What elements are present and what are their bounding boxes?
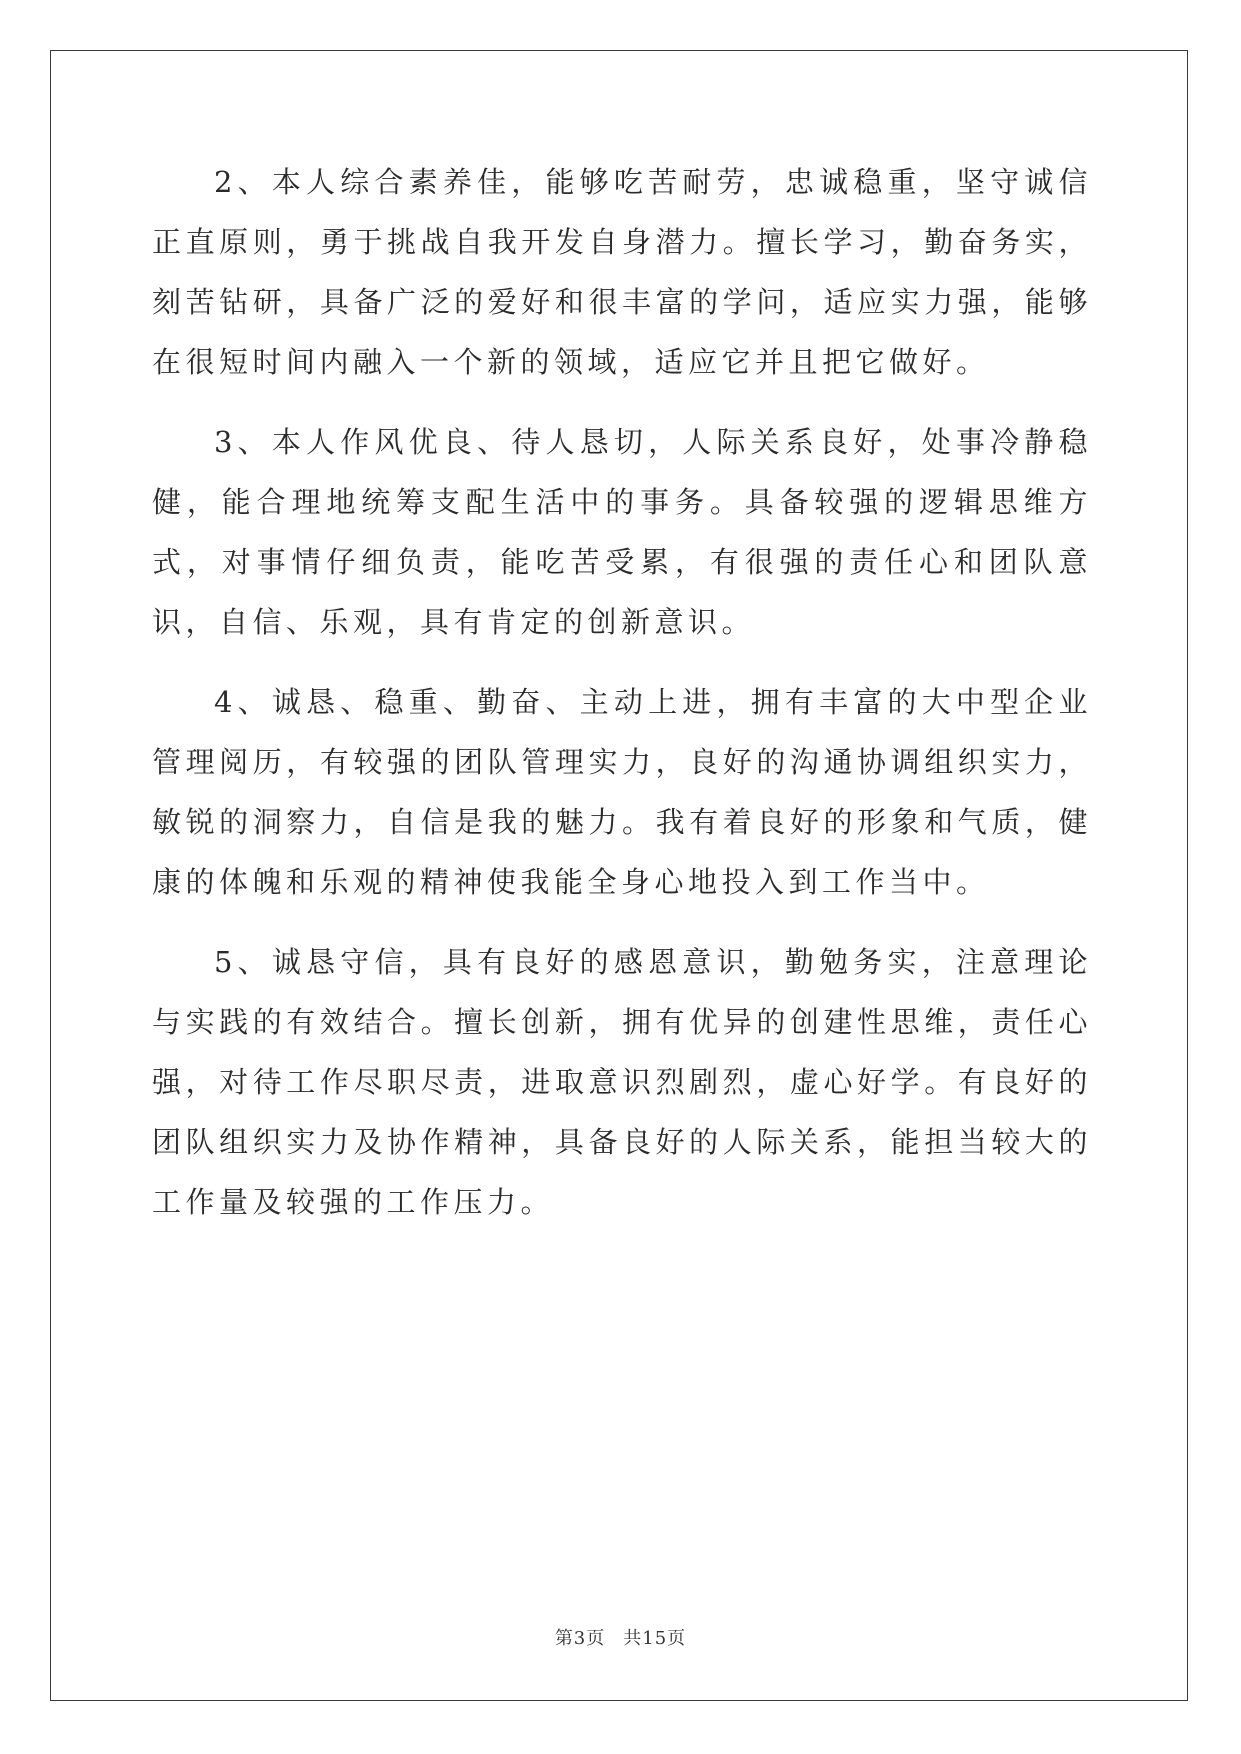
paragraph-5: 5、诚恳守信，具有良好的感恩意识，勤勉务实，注意理论与实践的有效结合。擅长创新，拥有优异的创建性思维，责任心强，对待工作尽职尽责，进取意识烈剧烈，虚心好学。有良好的团队组织实力及协作精神，具备良好的人际关系，能担当较大的工作量及较强的工作压力。: [152, 945, 1092, 1219]
page-footer: [0, 1624, 1241, 1650]
paragraph-3: 3、本人作风优良、待人恳切，人际关系良好，处事冷静稳健，能合理地统筹支配生活中的事务。具备较强的逻辑思维方式，对事情仔细负责，能吃苦受累，有很强的责任心和团队意识，自信、乐观，具有肯定的创新意识。: [152, 425, 1092, 639]
paragraph-2: 2、本人综合素养佳，能够吃苦耐劳，忠诚稳重，坚守诚信正直原则，勇于挑战自我开发自身潜力。擅长学习，勤奋务实，刻苦钻研，具备广泛的爱好和很丰富的学问，适应实力强，能够在很短时间内融入一个新的领域，适应它并且把它做好。: [152, 165, 1092, 379]
paragraph-4: 4、诚恳、稳重、勤奋、主动上进，拥有丰富的大中型企业管理阅历，有较强的团队管理实力，良好的沟通协调组织实力，敏锐的洞察力，自信是我的魅力。我有着良好的形象和气质，健康的体魄和乐观的精神使我能全身心地投入到工作当中。: [152, 685, 1092, 899]
page-total: 共15页: [623, 1628, 687, 1649]
page-number: 第3页: [554, 1628, 606, 1649]
document-body: [152, 152, 1092, 1232]
